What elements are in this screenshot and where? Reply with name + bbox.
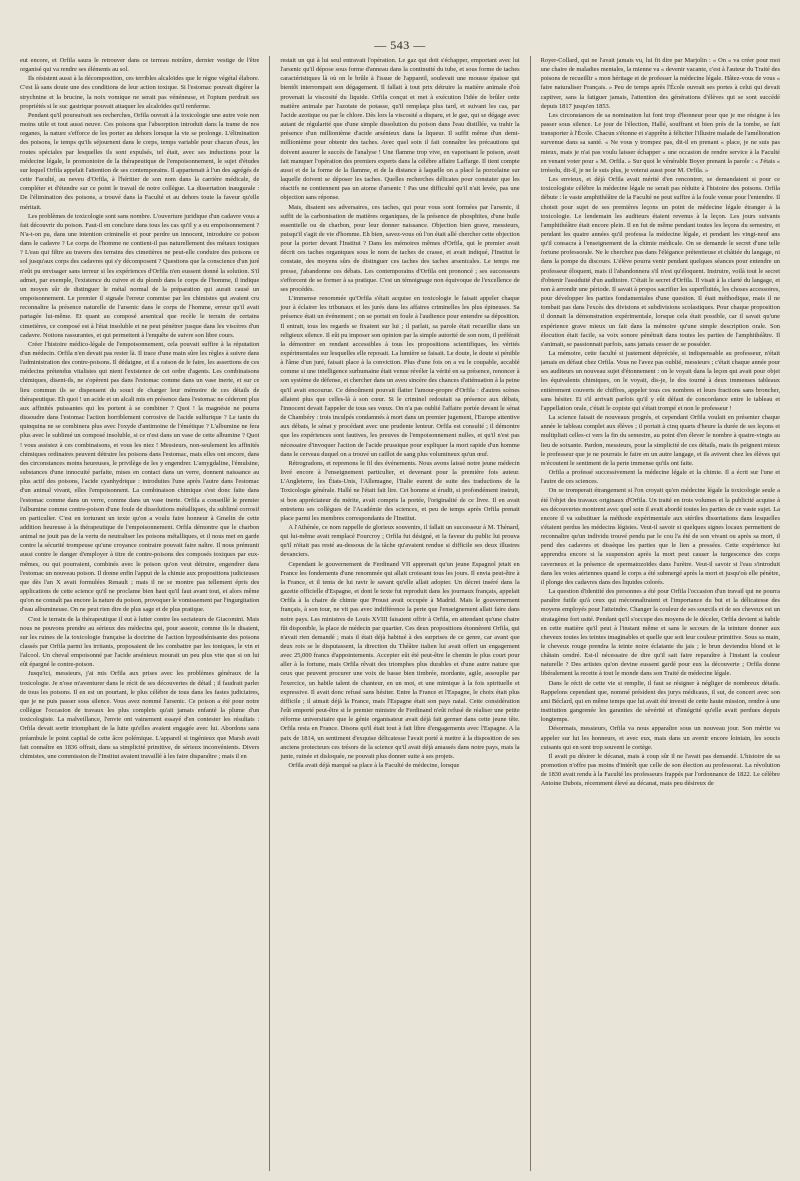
- paragraph: Orfila a professé successivement la médecine légale et la chimie. Il a écrit sur l'une et l'autre de ces sciences.: [540, 469, 780, 486]
- paragraph: La mémoire, cette faculté si justement dépréciée, si indispensable au professeur, n'était jamais en défaut chez Orfila. Vous ne l'avez pas oublié, messieurs ; c'était chaque année pour ses auditeurs un nouveau sujet d'étonnement : on le voyait dans la leçon qui avait pour objet les équivalents chimiques, on le voyait, dis-je, le dos tourné à deux immenses tableaux entièrement couverts de chiffres, appeler tous ces nombres et leurs fractions sans broncher, sans hésiter. Et s'il arrivait parfois qu'il y eût défaut de concordance entre le tableau et l'appellation orale, c'était le copiste qui s'était trompé et non le professeur !: [540, 350, 780, 412]
- paragraph: Royer-Collard, qui ne l'avait jamais vu, lui fit dire par Marjolin : « On « va créer pour moi une chaire de maladies mentales, la mienne va « devenir vacante, c'est à l'auteur du Traité des poisons de recueillir « mon héritage et de professer la médecine légale. Hâtez-vous de vous « faire naturaliser Français. » Peu de temps après l'École ouvrait ses portes à celui qui devait captiver, sans la fatiguer jamais, l'attention des générations d'élèves qui se sont succédé depuis 1817 jusqu'en 1853.: [540, 57, 780, 110]
- paragraph: C'est le terrain de la thérapeutique il eut à lutter contre les sectateurs de Giacomini. Mais nous ne pouvons prendre au sérieux des médecins qui, pour asseoir, comme ils le disaient, sur les ruines de la toxicologie française la doctrine de l'action hyposthénisante des poisons classés par Orfila parmi les irritants, proposaient de les combattre par les toniques, le vin et l'alcool. Un cheval empoisonné par l'acide arsénieux mourait un peu plus vite que si on lui eût épargné le contre-poison.: [20, 615, 260, 669]
- paragraph: Il avait pu désirer le décanat, mais à coup sûr il ne l'avait pas demandé. L'histoire de sa promotion n'offre pas moins d'intérêt que celle de son élection au professorat. La révolution de 1830 avait rendu à la Faculté les professeurs frappés par l'ordonnance de 1822. Le célèbre Antoine Dubois, récemment élevé au décanat, mais peu désireux de: [540, 752, 780, 788]
- column-right: [541, 56, 780, 1171]
- paragraph: Les envieux, et déjà Orfila avait mérité d'en rencontrer, se demandaient si pour ce toxicologiste célèbre la médecine légale ne serait pas réduite à l'histoire des poisons. Orfila débute : le vaste amphithéâtre de la Faculté ne peut suffire à la foule venue pour l'entendre. Il choisit pour sujet de ses premières leçons un point de médecine légale étranger à la toxicologie. Le lendemain les auditeurs étaient revenus à la leçon. Les jours suivants l'amphithéâtre était encore plein. Il en fut de même pendant toutes les leçons du semestre, et pendant les quatre années qu'il professa la médecine légale, et pendant les vingt-neuf ans qu'il consacra à l'enseignement de la chimie médicale. On se demande le secret d'une telle fortune professorale. Ne le cherchez pas dans l'élégance prétentieuse et châtiée du langage, ni dans la pompe du discours. L'élève pourra venir pendant quelques séances pour entendre un professeur éloquent, mais il l'abandonnera s'il n'est qu'éloquent. Instruire, voilà tout le secret d'obtenir l'assiduité d'un auditoire. C'était le secret d'Orfila. Il visait à la clarté du langage, et non à arrondir une période. Il savait à propos sacrifier les superfluités, les choses accessoires, pour développer les parties fondamentales d'une question. Il était méthodique, mais il ne tombait pas dans l'excès des divisions et subdivisions scolastiques. Pour chaque proposition il donnait la démonstration expérimentale, lorsque cela était possible, car il savait qu'une expérience grave mieux un fait dans la mémoire qu'une simple description orale. Son élocution était facile, sa voix sonore pénétrait dans toutes les parties de l'amphithéâtre. Il s'animait, se passionnait parfois, sans jamais cesser de se posséder.: [540, 176, 780, 348]
- paragraph: Rétrogradons, et reprenons le fil des événements. Nous avons laissé notre jeune médecin livré encore à l'enseignement particulier, et devenant pour la première fois auteur. L'Angleterre, les États-Unis, l'Allemagne, l'Italie eurent de suite des traductions de la Toxicologie générale. Hallé ne l'était fait lire. Cet homme si érudit, si profondément instruit, si bon appréciateur du mérite, avait compris la portée, l'originalité de ce livre. Il en avait entretenu ses collègues de l'Académie des sciences, et peu de temps après Orfila prenait place parmi les membres correspondants de l'Institut.: [280, 459, 520, 522]
- paragraph: Créer l'histoire médico-légale de l'empoisonnement, cela pouvait suffire à la réputation d'un médecin. Orfila n'en devait pas rester là. Il trace d'une main sûre les règles à suivre dans l'administration des contre-poisons. Il dédaigne, et il a raison de le faire, les assertions de ces médecins prétendus vitalistes qui nient l'existence de cet ordre d'agents. Les combinaisons chimiques, disent-ils, ne s'opèrent pas dans l'estomac comme dans un vase inerte, et sur ce lieu commun ils se dispensent du souci de charger leur mémoire de ces détails de thérapeutique. Eh quoi ! un acide et un alcali mis en présence dans l'estomac ne céderont plus aux affinités puissantes qui les portent à se combiner ? Quoi ! la magnésie ne pourra dissoudre dans l'estomac l'action horriblement corrosive de l'acide sulfurique ? Le tanin du quinquina ne se combinera plus avec l'oxyde d'antimoine de l'émétique ? L'albumine ne fera plus avec le sublimé un composé insoluble, si ce n'est dans un vase de cette albumine ? Quoi ! vous assistez à ces combinaisons, et vous les niez ! Messieurs, non-seulement les affinités chimiques ordinaires peuvent détruire les poisons dans l'estomac, mais elles ont encore, dans des circonstances moins heureuses, le privilège de les y engendrer. L'amygdaline, l'émulsine, substances d'une innocuité parfaite, mises en contact dans un verre, donnent naissance au plus actif des poisons, l'acide cyanhydrique : introduites l'une après l'autre dans l'estomac d'un animal vivant, elles l'empoisonnent. La combinaison chimique s'est donc faite dans l'estomac comme dans un verre, comme dans un vase inerte. Orfila a conseillé le premier l'albumine comme contre-poison d'une foule de dissolutions métalliques, du sublimé corrosif en particulier. C'est en torturant un texte qu'on a voulu faire honneur à Gmelin de cette addition heureuse à la thérapeutique de l'empoisonnement. Orfila démontre que le charbon animal ne jouit pas de la vertu de neutraliser les poisons métalliques, et il nous met en garde contre la sécurité trompeuse qu'une croyance contraire pouvait faire naître. Il nous prémunit aussi contre le danger d'employer à titre de contre-poisons des composés toxiques par eux-mêmes, ou qui pourraient, combinés avec le poison qu'on veut détruire, engendrer dans l'estomac un nouveau poison. Il donne enfin l'appui de la chimie aux propositions judicieuses que dès l'an X avait formulées Renault ; mais il ne se montre pas tellement épris des applications de cette science qu'il ne proclame bien haut qu'il faut avant tout, et alors même qu'on ne connaît pas encore la nature du poison, provoquer le vomissement par l'ingurgitation d'eau albumineuse. On ne peut rien dire de plus sage et de plus pratique.: [20, 340, 260, 614]
- paragraph: Cependant le gouvernement de Ferdinand VII apprenait qu'un jeune Espagnol jetait en France les fondements d'une renommée qui allait croissant tous les jours. Il envia peut-être à la France, et il tenta de lui ravir le savant qu'elle allait adopter. Un décret inséré dans la gazette officielle d'Espagne, et dont le texte fut reproduit dans les journaux français, appelait Orfila à la chaire de chimie que Proust avait occupée à Madrid. Mais le gouvernement français, à son tour, ne vit pas avec indifférence la perte que l'enseignement allait faire dans notre pays. Les ministres de Louis XVIII faisaient offrir à Orfila, en attendant qu'une chaire fût disponible, la place de médecin par quartier. Ces deux propositions étonnèrent Orfila, qui n'avait rien demandé ; mais il était déjà habitué à des surprises de ce genre, car avant que deux rois se le disputassent, la direction du Théâtre italien lui avait offert un engagement avec 25,000 francs d'appointements. Accepter eût été peut-être le chemin le plus court pour aller à la fortune, mais Orfila rêvait des triomphes plus durables et d'une autre nature que ceux que peuvent procurer une voix de basse bien timbrée, mordante, agile, assouplie par l'exercice, un habile talent de chanteur, en un mot, et une mimique à la fois spirituelle et expressive. Il avait donc refusé sans hésiter. Entre la France et l'Espagne, le choix était plus difficile ; il aimait déjà la France, mais l'Espagne était son pays natal. Cette considération l'eût emporté peut-être si le premier ministre de Ferdinand n'eût refusé de réaliser une petite réforme universitaire que le génie organisateur avait déjà fait germer dans cette jeune tête. Orfila resta en France. Disons qu'il était tout à fait libre d'engagements avec l'Espagne. A la paix de 1814, un sentiment d'exquise délicatesse l'avait porté à mettre à la disposition de ses anciens protecteurs ces trésors de la science qu'il avait déjà amassés dans notre pays, mais la junte, ruinée et disloquée, ne pouvait plus donner suite à ses projets.: [280, 560, 520, 760]
- paragraph: Pendant qu'il poursuivait ses recherches, Orfila ouvrait à la toxicologie une autre voie non moins utile et tout aussi neuve. Ces poisons que l'absorption introduit dans la trame de nos organes, la nature s'efforce de les porter au dehors lorsque la vie se prolonge. L'élimination des poisons, le temps qu'ils séjournent dans le corps, temps variable pour chacun d'eux, les routes spéciales par lesquelles ils sont expulsés, tel était, avec ses inductions pour la médecine légale, le promontoire de la thérapeutique de l'empoisonnement, le sujet d'études sur lequel Orfila appelait l'attention de ses contemporains. Il appartenait à l'un des agrégés de cette Faculté, au neveu d'Orfila, à l'héritier de son nom dans la carrière médicale, de compléter et d'étendre sur ce point le travail de notre collègue. La dissertation inaugurale : De l'élimination des poisons, a trouvé dans la Faculté et au dehors toute la faveur qu'elle méritait.: [20, 111, 260, 211]
- paragraph: Les problèmes de toxicologie sont sans nombre. L'ouverture juridique d'un cadavre vous a fait découvrir du poison. Faut-il en conclure dans tous les cas qu'il y a eu empoisonnement ? N'a-t-on pu, dans une intention criminelle et pour perdre un innocent, introduire ce poison dans le cadavre ? Le corps de l'homme ne contient-il pas naturellement des métaux toxiques ? L'eau qui filtre au travers des terrains des cimetières ne peut-elle conduire des poisons ce sol jusqu'aux corps des cadavres qui s'y décomposent ? Questions que la conscience d'un juré n'eût pu envisager sans terreur si les expériences d'Orfila n'en eussent donné la solution. S'il admet, par exemple, l'existence du cuivre et du plomb dans le corps de l'homme, il indique un moyen sûr de distinguer le métal normal de la préparation qui aurait causé un empoisonnement. Le premier il signale l'erreur commise par les chimistes qui avaient cru reconnaître la présence naturelle de l'arsenic dans le corps de l'homme, erreur qu'il avait partagée lui-même. Et quant au composé arsenical que recèle le terrain de certains cimetières, ce composé est à l'état insoluble et ne peut pénétrer jusque dans les viscères d'un cadavre. Notions rassurantes, et qui permettent à l'enquête de suivre son libre cours.: [20, 212, 260, 339]
- paragraph: eut encore, et Orfila saura le retrouver dans ce terreau noirâtre, dernier vestige de l'être organisé qui va rendre ses éléments au sol.: [20, 57, 260, 74]
- paragraph: Jusqu'ici, messieurs, j'ai mis Orfila aux prises avec les problèmes généraux de la toxicologie. Je n'ose m'aventurer dans le récit de ses découvertes de détail ; il faudrait parler de tous les poisons. Il en est un pourtant, le plus célèbre de tous dans les fastes judiciaires, que je ne puis passer sous silence. Vous avez nommé l'arsenic. Ce poison a été pour notre collègue l'occasion de travaux les plus complets qu'ait jamais enfanté la plume d'un toxicologiste. La malveillance, l'envie ont vainement essayé d'en contester les résultats : Orfila devait sortir triomphant de la lutte qu'elles avaient engagée avec lui. Abordons sans préambule le point capital de cette âcre polémique. L'appareil si ingénieux que Marsh avait fait connaître en 1836 offrait, dans sa simplicité primitive, de sérieux inconvénients. Divers chimistes, une commission de l'Institut avaient travaillé à les faire disparaître ; mais il en: [20, 670, 260, 760]
- paragraph: Mais, disaient ses adversaires, ces taches, qui pour vous sont formées par l'arsenic, il suffit de la carbonisation de matières organiques, de la présence de phosphites, d'une huile essentielle ou de charbon, pour leur donner naissance. Objection bien grave, messieurs, puisqu'il s'agit de vie d'homme. Eh bien, savez-vous où l'on était allé chercher cette objection pour la porter devant l'Institut ? Dans les mémoires mêmes d'Orfila, qui le premier avait décrit ces taches organiques sous le nom de taches de crasse, et avait indiqué, l'Institut le constate, des moyens sûrs de distinguer ces taches des taches arsenicales. Le temps me presse, j'abandonne ces débats. Les contemporains d'Orfila ont prononcé ; ses successeurs s'efforcent de se former à sa pratique. C'est un témoignage non équivoque de l'excellence de ses procédés.: [280, 203, 520, 293]
- page-number: — 543 —: [374, 38, 426, 52]
- paragraph: A l'Athénée, ce nom rappelle de glorieux souvenirs, il fallait un successeur à M. Thénard, qui lui-même avait remplacé Fourcroy ; Orfila fut désigné, et la faveur du public lui prouva qu'il n'était pas resté au-dessous de la tâche qu'avaient rendue si difficile ses deux illustres devanciers.: [280, 523, 520, 559]
- paragraph: L'immense renommée qu'Orfila s'était acquise en toxicologie le faisait appeler chaque jour à éclairer les tribunaux et les jurés dans les affaires criminelles les plus épineuses. Sa présence était un événement ; on se portait en foule à l'audience pour entendre sa déposition. Il entrait, tous les regards se fixaient sur lui ; il parlait, sa parole était recueillie dans un religieux silence. Il eût pu imposer son opinion par la simple autorité de son nom, il préférait la démontrer en rendant accessibles à tous les propositions scientifiques, les vérités expérimentales sur lesquelles elle reposait. La lumière se faisait. Le doute, le doute si pénible à l'âme d'un juré, faisait place à la conviction. Plus d'une fois on a vu le coupable, accablé comme si une intelligence surhumaine était venue révéler la vérité en sa présence, renoncer à son système de défense, et chercher dans un aveu sincère des chances d'atténuation à la peine qu'il avait encourue. Ce dénoûment pouvait flatter l'amour-propre d'Orfila : d'autres scènes allaient plus que celles-là à son cœur. Si le criminel redoutait sa présence aux débats, l'innocent devait l'appeler de tous ses vœux. On n'a pas oublié l'affaire portée devant le sénat de Chambéry : trois inculpés condamnés à mort dans un premier jugement, l'Europe attentive aux débats, le sénat y procédant avec une prudente lenteur. Orfila est consulté ; il démontre que les expériences sont fautives, les preuves de l'empoisonnement nulles, et qu'il n'est pas nécessaire d'invoquer l'action de l'acide prussique pour expliquer la mort rapide d'un homme dans le cerveau duquel on a trouvé un caillot de sang plus volumineux qu'un œuf.: [280, 295, 520, 458]
- paragraph: Ils résistent aussi à la décomposition, ces terribles alcaloïdes que le règne végétal élabore. C'est là sans doute une des conditions de leur action toxique. Si l'estomac pouvait digérer la strychnine et la brucine, la noix vomique ne serait pas vénéneuse, et l'opium perdrait ses propriétés si le suc gastrique pouvait attaquer les alcaloïdes qu'il renferme.: [20, 75, 260, 110]
- paragraph: La question d'identité des personnes a été pour Orfila l'occasion d'un travail qui ne pourra paraître futile qu'à ceux qui méconnaîtraient et l'importance du but et la délicatesse des moyens employés pour l'atteindre. Changer la couleur de ses sourcils et de ses cheveux est un stratagème fort usité. Pendant qu'il s'occupe des moyens de le déceler, Orfila devient si habile en cette matière qu'il peut à l'instant même et sans le secours de la teinture donner aux cheveux toutes les teintes imaginables et quelle que soit leur couleur primitive. Sous sa main, le cheveux rouge prendra la teinte noire éclatante du jais ; le brun deviendra blond et le châtain cendré. Est-il nécessaire de dire qu'il sait faire reparaître à l'instant la couleur naturelle ? Des artistes qu'on devine eussent gardé pour eux la découverte ; Orfila donne libéralement la recette à tout le monde dans son Traité de médecine légale.: [540, 588, 780, 678]
- paragraph: Orfila avait déjà marqué sa place à la Faculté de médecine, lorsque: [288, 762, 460, 770]
- paragraph: Les circonstances de sa nomination lui font trop d'honneur pour que je me résigne à les passer sous silence. Le jour de l'élection, Hallé, souffrant et bien près de la tombe, se fait transporter à l'École. Chacun s'étonne et s'apprête à féliciter l'illustre malade de l'amélioration survenue dans sa santé. « Ne vous y trompez pas, dit-il en prenant « place, je ne suis pas mieux, mais je n'ai pas voulu laisser échapper « une occasion de rendre service à la Faculté en venant voter pour « M. Orfila. » Sur quoi le vénérable Boyer prenant la parole : « J'étais « irrésolu, dit-il, je ne le suis plus, je voterai aussi pour M. Orfila. »: [540, 111, 780, 174]
- paragraph: On se tromperait étrangement si l'on croyait qu'en médecine légale la toxicologie seule a été l'objet des travaux originaux d'Orfila. Un traité en trois volumes et la publicité acquise à ses découvertes montrent avec quel soin il avait abordé toutes les parties de ce vaste sujet. La encore il va substituer la méthode expérimentale aux stériles dissertations dans lesquelles s'étaient perdus les médecins légistes. Veut-il savoir si quelques signes locaux permettent de reconnaître qu'un individu trouvé pendu par le cou l'a été de son vivant ou après sa mort, il pend des cadavres et dissèque les parties que le lien a pressées. Cette expérience lui apprendra encore si la suspension après la mort peut causer la turgescence des corps caverneux et la présence de spermatozoïdes dans l'urètre. Veut-il savoir si l'eau s'introduit dans les voies aériennes quand le corps a été submergé après la mort et jusqu'où elle pénètre, il plonge des cadavres dans des liquides colorés.: [540, 487, 780, 586]
- text-columns: [20, 56, 780, 1171]
- column-divider: [530, 56, 531, 1171]
- paragraph: La science faisait de nouveaux progrès, et cependant Orfila voulait en présenter chaque année le tableau complet aux élèves ; il portait à cinq quarts d'heure la durée de ses leçons et multipliait celles-ci vers la fin du semestre, au point d'en élever le nombre à quatre-vingts au lieu de soixante. Pardon, messieurs, pour la simplicité de ces détails, mais ils peignent mieux le professeur que je ne pourrais le faire en un autre langage, et ils avivent chez les élèves qui m'écoutent le sentiment de la perte immense qu'ils ont faite.: [540, 414, 780, 467]
- column-middle: [280, 56, 519, 1171]
- paragraph: Dans le récit de cette vie si remplie, il faut se résigner à négliger de nombreux détails. Rappelons cependant que, nommé président des jurys médicaux, il sut, de concert avec son ami Béclard, qui en même temps que lui avait été investi de cette haute mission, rendre à une institution gangrenée les garanties de sévérité et d'intégrité qu'elle avait perdues depuis longtemps.: [540, 679, 780, 724]
- paragraph: restait un qui à lui seul entravait l'opération. Le gaz qui doit s'échapper, emportant avec lui l'arsenic qu'il dépose sous forme d'anneau dans la continuité du tube, et sous forme de taches caractéristiques là où on le brûle à l'issue de l'appareil, soulevait une mousse épaisse qui bientôt interrompait son dégagement. Il fallait à tout prix détruire la matière animale d'où provenait la viscosité du liquide. Orfila conçut et met à exécution l'idée de brûler cette matière animale par l'azotate de potasse, qu'il remplaça plus tard, et suivant les cas, par l'acide azotique ou par le chlore. Dès lors la viscosité a disparu, et le gaz, qui se dégage avec autant de régularité que d'une simple dissolution du poison dans l'eau distillée, va trahir la présence d'un millionième d'acide arsénieux dans la liqueur. Il suffit même d'un demi-millionième pour obtenir des taches. Avec quel soin il fait connaître les précautions qui doivent assurer le succès de l'analyse ! Une flamme trop vive, en vaporisant le poison, avait fait manquer l'opération des premiers experts dans la célèbre affaire Laffarge. Il tient compte aussi et de la forme de la flamme, et de la distance à laquelle on a placé la porcelaine sur laquelle doivent se déposer les taches. Quelles recherches délicates pour constater que les réactifs ne contiennent pas un atome d'arsenic ! Pas une difficulté qu'il n'ait levée, pas une objection sans réponse.: [280, 57, 520, 202]
- column-divider: [269, 56, 270, 1171]
- column-left: [20, 56, 259, 1171]
- paragraph: Désormais, messieurs, Orfila va nous apparaître sous un nouveau jour. Son mérite va appeler sur lui les honneurs, et avec eux, mais dans un avenir encore lointain, les soucis cuisants qui en sont trop souvent le cortège.: [540, 725, 780, 751]
